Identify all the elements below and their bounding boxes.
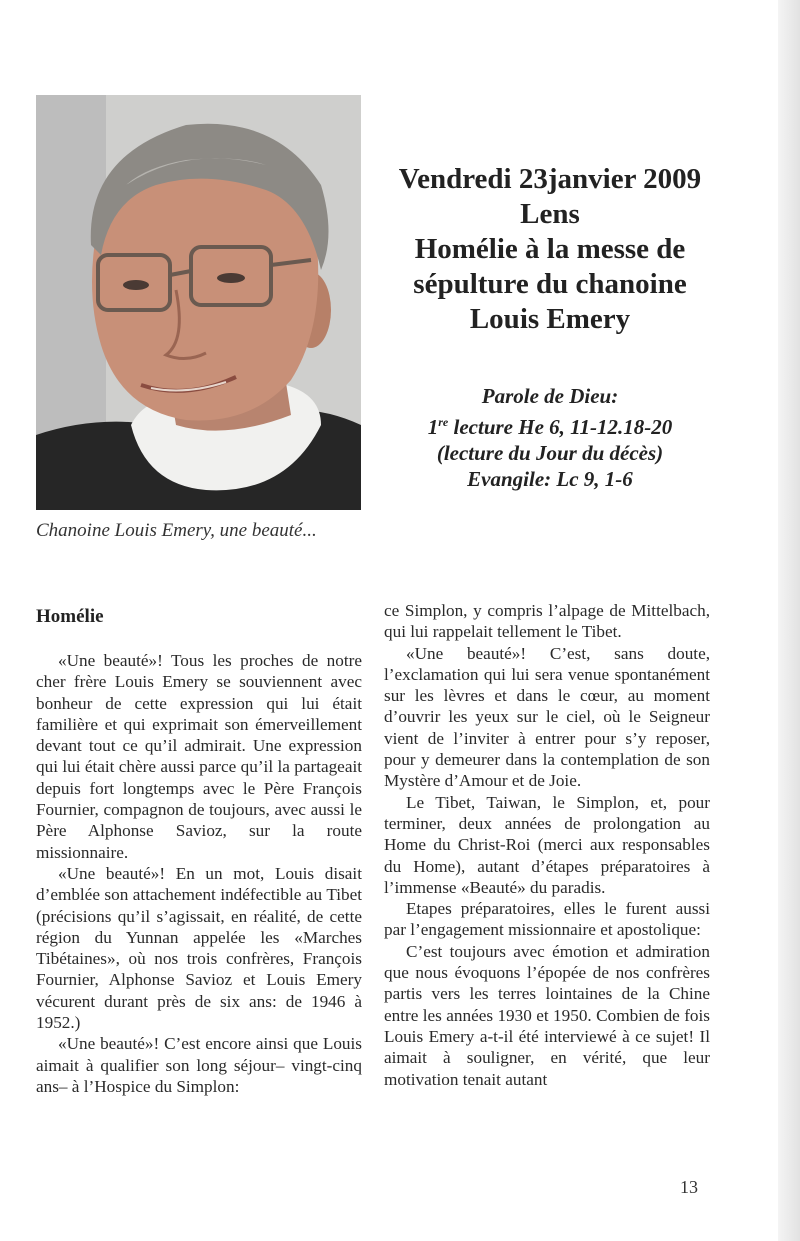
first-reading-number: 1 (427, 415, 439, 439)
first-reading-text: lecture He 6, 11-12.18-20 (448, 415, 673, 439)
readings-heading: Parole de Dieu: (481, 384, 619, 408)
paragraph: Le Tibet, Taiwan, le Simplon, et, pour terminer, deux années de prolongation au Home du Christ-Roi (merci aux responsables du Home), autant d’étapes préparatoires à l’immense «Beauté» du paradis. (384, 792, 710, 897)
title-line: sépulture du chanoine (413, 268, 687, 300)
scripture-readings (375, 383, 725, 492)
title-line: Louis Emery (469, 303, 631, 335)
page-title (375, 162, 725, 337)
gospel-reading: Evangile: Lc 9, 1-6 (467, 467, 633, 491)
paragraph: Etapes préparatoires, elles le furent aussi par l’engagement missionnaire et apostolique: (384, 899, 710, 940)
portrait-illustration (36, 95, 361, 510)
paragraph: «Une beauté»! C’est encore ainsi que Louis aimait à qualifier son long séjour– vingt-cinq ans– à l’Hospice du Simplon: (36, 1034, 362, 1096)
paragraph: «Une beauté»! Tous les proches de notre cher frère Louis Emery se souviennent avec bonheur de cette expression qui lui était familière et qui exprimait son émerveillement devant tout ce qu’il admirait. Une expression qui lui était chère aussi parce qu’il la partageait depuis fort longtemps avec le Père François Fournier, compagnon de toujours, avec aussi le Père Alphonse Savioz, sur la route missionnaire. (36, 651, 362, 862)
first-reading (375, 409, 725, 440)
title-line: Lens (520, 198, 580, 230)
photo-caption: Chanoine Louis Emery, une beauté... (36, 520, 317, 541)
paragraph: C’est toujours avec émotion et admiration que nous évoquons l’épopée de nos confrères partis vers les terres lointaines de la Chine entre les années 1930 et 1950. Combien de fois Louis Emery a-t-il été interviewé à ce sujet! Il aimait à souligner, en vérité, que leur motivation tenait autant (384, 941, 710, 1089)
first-reading-sup: re (438, 415, 449, 429)
paragraph: «Une beauté»! C’est, sans doute, l’exclamation qui lui sera venue spontanément sur les lèvres et dans le cœur, au moment d’ouvrir les yeux sur le ciel, où le Seigneur vient de l’inviter à entrer pour s’y reposer, pour y demeurer dans la contemplation de son Mystère d’Amour et de Joie. (384, 643, 710, 791)
paragraph: ce Simplon, y compris l’alpage de Mittelbach, qui lui rappelait tellement le Tibet. (384, 601, 710, 642)
right-column (384, 600, 710, 1090)
title-line: Homélie à la messe de (414, 233, 686, 265)
paragraph: «Une beauté»! En un mot, Louis disait d’emblée son attachement indéfectible au Tibet (précisions qu’il s’agissait, en réalité, de cette région du Yunnan appelée les «Marches Tibétaines», où nos trois confrères, François Fournier, Alphonse Savioz et Louis Emery vécurent durant près de six ans: de 1946 à 1952.) (36, 863, 362, 1033)
left-column (36, 650, 362, 1097)
page-edge-shadow (778, 0, 800, 1241)
section-heading: Homélie (36, 606, 104, 627)
page-number: 13 (680, 1177, 698, 1197)
title-line: Vendredi 23janvier 2009 (398, 163, 702, 195)
reading-note: (lecture du Jour du décès) (436, 441, 664, 465)
portrait-photo (36, 95, 361, 510)
